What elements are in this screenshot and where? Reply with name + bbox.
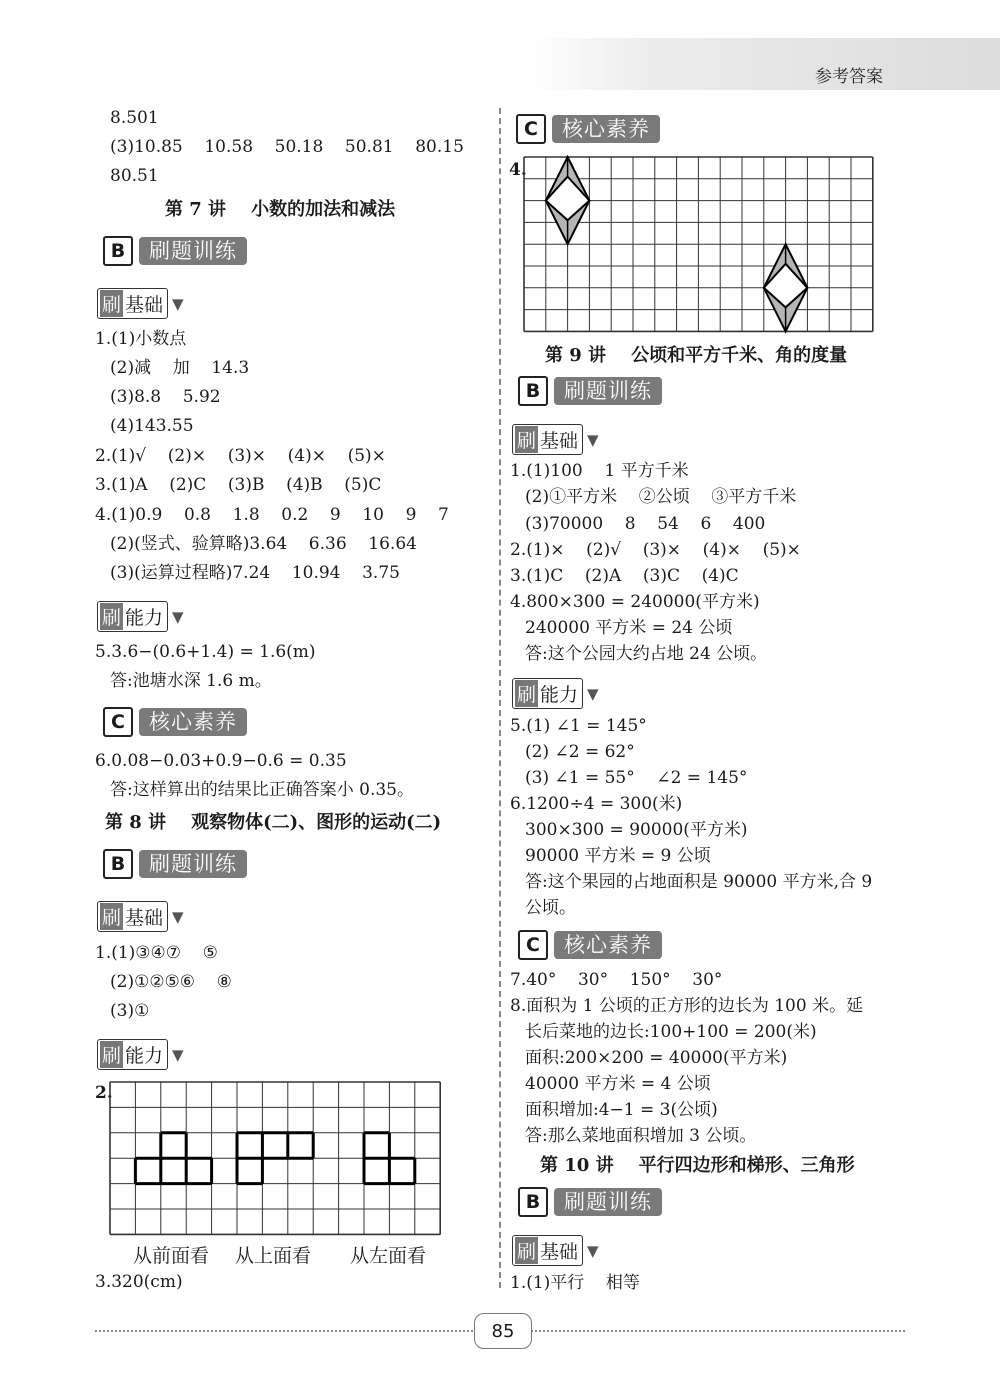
question-number: 4. xyxy=(509,160,527,180)
answer-line: 6.0.08−0.03+0.9−0.6 = 0.35 xyxy=(95,751,347,771)
subsection-jichu xyxy=(512,424,599,455)
triangle-down-icon: ▼ xyxy=(172,294,184,313)
triangle-down-icon: ▼ xyxy=(587,684,599,703)
answer-line: 3.320(cm) xyxy=(95,1272,183,1292)
transformation-grid xyxy=(524,157,874,333)
subsection-nengli xyxy=(512,678,599,709)
triangle-down-icon: ▼ xyxy=(587,430,599,449)
text-line: 80.51 xyxy=(110,166,159,186)
answer-line: 答:这样算出的结果比正确答案小 0.35。 xyxy=(110,780,414,800)
answer-line: 7.40° 30° 150° 30° xyxy=(510,970,723,990)
page-number: 85 xyxy=(474,1313,532,1349)
answer-line: 6.1200÷4 = 300(米) xyxy=(510,794,683,814)
sub-label: 能力 xyxy=(125,607,164,629)
subsection-nengli xyxy=(97,601,184,632)
sub-key: 刷 xyxy=(100,903,123,930)
answer-line: 90000 平方米 = 9 公顷 xyxy=(525,846,711,866)
section-header-b xyxy=(518,376,662,406)
answer-line: 面积:200×200 = 40000(平方米) xyxy=(525,1048,788,1068)
sub-label: 能力 xyxy=(540,684,579,706)
subsection-jichu xyxy=(97,288,184,319)
answer-line: 1.(1)小数点 xyxy=(95,329,187,349)
answer-line: 长后菜地的边长:100+100 = 200(米) xyxy=(525,1022,817,1042)
section-letter: B xyxy=(103,236,133,266)
section-letter: B xyxy=(518,376,548,406)
section-header-b xyxy=(518,1187,662,1217)
answer-line: 答:这个公园大约占地 24 公顷。 xyxy=(525,644,768,664)
answer-line: 5.(1) ∠1 = 145° xyxy=(510,716,647,736)
answer-line: 面积增加:4−1 = 3(公顷) xyxy=(525,1100,718,1120)
view-label: 从上面看 xyxy=(235,1245,312,1267)
answer-line: (3)(运算过程略)7.24 10.94 3.75 xyxy=(110,563,400,583)
section-title: 核心素养 xyxy=(554,931,662,959)
answer-line: 300×300 = 90000(平方米) xyxy=(525,820,748,840)
answer-line: 3.(1)A (2)C (3)B (4)B (5)C xyxy=(95,475,382,495)
answer-line: 公顷。 xyxy=(525,898,576,918)
section-letter: C xyxy=(518,930,548,960)
lecture-title: 第 9 讲 公顷和平方千米、角的度量 xyxy=(545,345,848,366)
section-title: 核心素养 xyxy=(552,115,660,143)
sub-key: 刷 xyxy=(515,426,538,453)
subsection-nengli xyxy=(97,1039,184,1070)
section-header-b xyxy=(103,236,247,266)
section-header-c xyxy=(518,930,662,960)
subsection-jichu xyxy=(512,1235,599,1266)
header-band xyxy=(530,38,1000,90)
answer-line: 5.3.6−(0.6+1.4) = 1.6(m) xyxy=(95,642,316,662)
section-letter: C xyxy=(103,707,133,737)
answer-line: 2.(1)√ (2)× (3)× (4)× (5)× xyxy=(95,446,386,466)
triangle-down-icon: ▼ xyxy=(172,1045,184,1064)
sub-key: 刷 xyxy=(515,680,538,707)
column-divider xyxy=(499,108,501,1288)
sub-label: 基础 xyxy=(125,294,164,316)
answer-line: 答:池塘水深 1.6 m。 xyxy=(110,671,272,691)
text-line: (3)10.85 10.58 50.18 50.81 80.15 xyxy=(110,137,464,157)
sub-label: 能力 xyxy=(125,1045,164,1067)
answer-line: (2)(竖式、验算略)3.64 6.36 16.64 xyxy=(110,534,417,554)
section-title: 核心素养 xyxy=(139,708,247,736)
sub-key: 刷 xyxy=(100,603,123,630)
page-header-title: 参考答案 xyxy=(815,67,883,87)
answer-line: 答:那么菜地面积增加 3 公顷。 xyxy=(525,1126,757,1146)
answer-line: 40000 平方米 = 4 公顷 xyxy=(525,1074,711,1094)
answer-line: 4.800×300 = 240000(平方米) xyxy=(510,592,760,612)
sub-key: 刷 xyxy=(100,1041,123,1068)
answer-line: (2)①平方米 ②公顷 ③平方千米 xyxy=(525,487,797,507)
views-grid xyxy=(110,1082,440,1235)
answer-line: 4.(1)0.9 0.8 1.8 0.2 9 10 9 7 xyxy=(95,505,449,525)
answer-line: (3) ∠1 = 55° ∠2 = 145° xyxy=(525,768,748,788)
triangle-down-icon: ▼ xyxy=(587,1241,599,1260)
answer-line: 1.(1)平行 相等 xyxy=(510,1273,640,1293)
view-label: 从左面看 xyxy=(350,1245,427,1267)
section-title: 刷题训练 xyxy=(554,1188,662,1216)
subsection-jichu xyxy=(97,901,184,932)
section-letter: B xyxy=(103,849,133,879)
section-header-b xyxy=(103,849,247,879)
answer-line: 240000 平方米 = 24 公顷 xyxy=(525,618,733,638)
answer-line: (3)① xyxy=(110,1001,150,1021)
section-letter: B xyxy=(518,1187,548,1217)
lecture-title: 第 8 讲 观察物体(二)、图形的运动(二) xyxy=(105,812,442,833)
question-number: 2. xyxy=(95,1083,113,1103)
view-label: 从前面看 xyxy=(133,1245,210,1267)
answer-line: 1.(1)100 1 平方千米 xyxy=(510,461,689,481)
answer-line: 8.面积为 1 公顷的正方形的边长为 100 米。延 xyxy=(510,996,864,1016)
section-title: 刷题训练 xyxy=(139,237,247,265)
answer-line: 答:这个果园的占地面积是 90000 平方米,合 9 xyxy=(525,872,873,892)
answer-line: (4)143.55 xyxy=(110,416,194,436)
sub-label: 基础 xyxy=(540,1241,579,1263)
section-title: 刷题训练 xyxy=(554,377,662,405)
answer-line: (2)①②⑤⑥ ⑧ xyxy=(110,972,232,992)
triangle-down-icon: ▼ xyxy=(172,607,184,626)
answer-line: (3)70000 8 54 6 400 xyxy=(525,514,766,534)
sub-key: 刷 xyxy=(100,290,123,317)
text-line: 8.501 xyxy=(110,108,159,128)
answer-line: 2.(1)× (2)√ (3)× (4)× (5)× xyxy=(510,540,801,560)
triangle-down-icon: ▼ xyxy=(172,907,184,926)
lecture-title: 第 7 讲 小数的加法和减法 xyxy=(165,199,396,220)
answer-line: 1.(1)③④⑦ ⑤ xyxy=(95,943,218,963)
lecture-title: 第 10 讲 平行四边形和梯形、三角形 xyxy=(540,1155,855,1176)
answer-line: (3)8.8 5.92 xyxy=(110,387,221,407)
section-title: 刷题训练 xyxy=(139,850,247,878)
sub-key: 刷 xyxy=(515,1237,538,1264)
sub-label: 基础 xyxy=(540,430,579,452)
section-header-c xyxy=(516,114,660,144)
sub-label: 基础 xyxy=(125,907,164,929)
answer-line: (2)减 加 14.3 xyxy=(110,358,250,378)
answer-line: 3.(1)C (2)A (3)C (4)C xyxy=(510,566,739,586)
section-letter: C xyxy=(516,114,546,144)
answer-line: (2) ∠2 = 62° xyxy=(525,742,635,762)
section-header-c xyxy=(103,707,247,737)
